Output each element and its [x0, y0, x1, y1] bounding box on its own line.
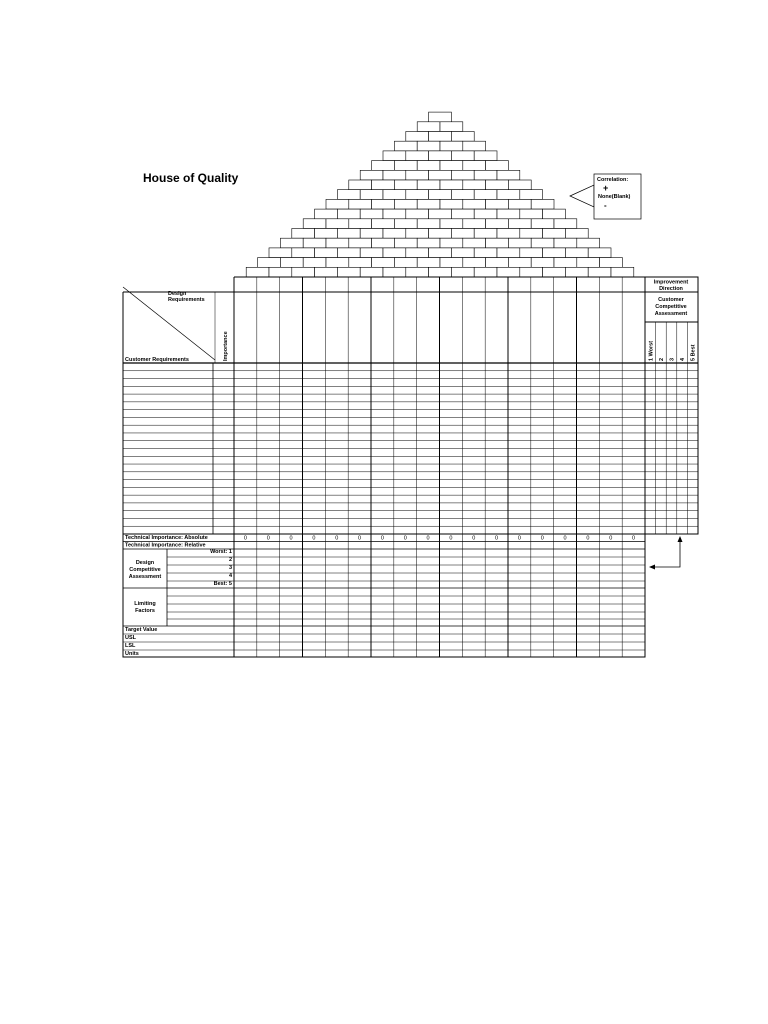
roof-cell [463, 161, 486, 171]
roof-cell [474, 151, 497, 161]
importance-label: Importance [223, 331, 229, 361]
roof-cell [360, 229, 383, 239]
roof-cell [565, 267, 588, 277]
roof-cell [440, 258, 463, 268]
roof-cell [440, 180, 463, 190]
absolute-value: 0 [517, 535, 521, 542]
assessment-scale-label: 5 Best [690, 344, 697, 361]
dca-scale-3: 3 [228, 565, 232, 571]
absolute-value: 0 [540, 535, 544, 542]
design-requirements-label-line1: Design [168, 291, 187, 297]
roof-cell [520, 248, 543, 258]
usl-label: USL [125, 635, 136, 641]
roof-cell [543, 248, 566, 258]
roof-cell [417, 199, 440, 209]
roof-cell [451, 132, 474, 142]
roof-cell [451, 151, 474, 161]
roof-cell [554, 219, 577, 229]
roof-cell [303, 219, 326, 229]
roof-cell [303, 258, 326, 268]
roof-cell [531, 258, 554, 268]
roof-cell [520, 209, 543, 219]
absolute-value: 0 [358, 535, 362, 542]
roof-cell [474, 267, 497, 277]
roof-cell [383, 190, 406, 200]
roof-cell [417, 141, 440, 151]
roof-cell [326, 238, 349, 248]
roof-cell [246, 267, 269, 277]
roof-cell [360, 170, 383, 180]
target-value-label: Target Value [125, 627, 158, 633]
dca-scale-2: 2 [228, 557, 232, 563]
roof-cell [258, 258, 281, 268]
roof-cell [360, 190, 383, 200]
roof-cell [520, 190, 543, 200]
assessment-scale-label: 2 [658, 357, 665, 361]
roof-cell [383, 267, 406, 277]
roof-cell [326, 199, 349, 209]
roof-cell [463, 180, 486, 190]
roof-cell [451, 209, 474, 219]
roof-cell [531, 238, 554, 248]
absolute-value: 0 [632, 535, 636, 542]
roof-cell [337, 209, 360, 219]
roof-cell [394, 238, 417, 248]
roof-cell [394, 258, 417, 268]
dca-scale-1: Worst: 1 [210, 549, 232, 555]
technical-importance-relative-label: Technical Importance: Relative [125, 542, 206, 549]
roof-cell [315, 248, 338, 258]
roof-cell [429, 248, 452, 258]
roof-cell [429, 132, 452, 142]
assessment-scale-label: 1 Worst [648, 340, 655, 361]
roof-cell [372, 199, 395, 209]
roof-cell [280, 238, 303, 248]
roof-cell [383, 151, 406, 161]
roof-cell [417, 238, 440, 248]
limiting-factors-line2: Factors [135, 608, 155, 614]
page-title: House of Quality [143, 171, 239, 185]
roof-cell [588, 267, 611, 277]
roof-cell [486, 161, 509, 171]
roof-cell [486, 258, 509, 268]
roof-cell [406, 132, 429, 142]
technical-importance-absolute-label: Technical Importance: Absolute [125, 535, 208, 541]
roof-cell [269, 248, 292, 258]
roof-cell [394, 199, 417, 209]
roof-cell [577, 238, 600, 248]
roof-cell [292, 229, 315, 239]
roof-cell [497, 190, 520, 200]
roof-cell [497, 209, 520, 219]
customer-requirements-rows [123, 371, 698, 526]
roof-cell [508, 238, 531, 248]
roof-cell [520, 229, 543, 239]
absolute-value: 0 [586, 535, 590, 542]
legend-none: None(Blank) [598, 194, 631, 200]
roof-cell [543, 267, 566, 277]
roof-cell [349, 219, 372, 229]
roof-cell [554, 238, 577, 248]
absolute-value: 0 [426, 535, 430, 542]
roof-cell [508, 199, 531, 209]
roof-cell [349, 180, 372, 190]
absolute-value: 0 [335, 535, 339, 542]
roof-cell [326, 219, 349, 229]
absolute-value: 0 [495, 535, 499, 542]
dca-label-line1: Design [135, 560, 155, 566]
roof-cell [394, 161, 417, 171]
roof-cell [486, 180, 509, 190]
roof-cell [315, 267, 338, 277]
roof-cell [429, 170, 452, 180]
roof-cell [531, 219, 554, 229]
roof-cell [360, 248, 383, 258]
roof-cell [451, 190, 474, 200]
legend-positive: + [603, 183, 609, 193]
roof-cell [497, 267, 520, 277]
roof-cell [303, 238, 326, 248]
roof-cell [440, 141, 463, 151]
roof-cell [337, 190, 360, 200]
roof-cell [372, 258, 395, 268]
roof-cell [463, 199, 486, 209]
roof-cell [451, 229, 474, 239]
roof-cell [440, 219, 463, 229]
roof-cell [280, 258, 303, 268]
roof-cell [292, 267, 315, 277]
roof-cell [429, 151, 452, 161]
absolute-value: 0 [609, 535, 613, 542]
roof-cell [417, 161, 440, 171]
improvement-direction-line2: Direction [659, 286, 683, 292]
legend-heading: Correlation: [597, 177, 629, 183]
customer-assessment-line1: Customer [658, 297, 684, 303]
absolute-value: 0 [312, 535, 316, 542]
roof-cell [508, 219, 531, 229]
roof-cell [474, 209, 497, 219]
roof-cell [383, 209, 406, 219]
roof-cell [474, 229, 497, 239]
absolute-value: 0 [266, 535, 270, 542]
roof-cell [429, 112, 452, 122]
roof-cell [600, 258, 623, 268]
limiting-factors-line1: Limiting [134, 601, 156, 607]
roof-cell [349, 238, 372, 248]
roof-cell [406, 267, 429, 277]
roof-cell [531, 199, 554, 209]
roof-cell [383, 170, 406, 180]
roof-cell [315, 209, 338, 219]
roof-cell [417, 219, 440, 229]
roof-cell [394, 219, 417, 229]
roof-cell [349, 258, 372, 268]
roof-cell [406, 248, 429, 258]
roof-cell [372, 219, 395, 229]
roof-cell [440, 199, 463, 209]
roof-cell [611, 267, 634, 277]
roof-cell [554, 258, 577, 268]
roof-cell [463, 238, 486, 248]
improvement-direction-line1: Improvement [653, 279, 689, 286]
lsl-label: LSL [125, 643, 136, 649]
dca-scale-5: Best: 5 [213, 581, 232, 587]
dca-label-line2: Competitive [129, 567, 161, 573]
roof-cell [486, 238, 509, 248]
dca-scale-4: 4 [228, 573, 232, 579]
roof-cell [588, 248, 611, 258]
roof-cell [497, 248, 520, 258]
roof-cell [463, 141, 486, 151]
roof-cell [372, 161, 395, 171]
roof-cell [429, 209, 452, 219]
roof-cell [417, 122, 440, 132]
roof-cell [474, 190, 497, 200]
roof-cell [360, 209, 383, 219]
absolute-value: 0 [380, 535, 384, 542]
roof-cell [508, 180, 531, 190]
customer-assessment-line3: Assessment [654, 311, 688, 317]
roof-cell [349, 199, 372, 209]
roof-cell [429, 267, 452, 277]
roof-cell [451, 248, 474, 258]
roof-cell [520, 267, 543, 277]
roof-cell [269, 267, 292, 277]
roof-cell [474, 248, 497, 258]
absolute-value: 0 [243, 535, 247, 542]
roof-cell [440, 238, 463, 248]
roof-cell [543, 229, 566, 239]
roof-cell [429, 229, 452, 239]
roof-cell [372, 238, 395, 248]
roof-cell [565, 229, 588, 239]
absolute-value: 0 [563, 535, 567, 542]
roof-cell [315, 229, 338, 239]
roof-cell [497, 229, 520, 239]
roof-cell [474, 170, 497, 180]
dca-label-line3: Assessment [128, 574, 162, 580]
absolute-value: 0 [449, 535, 453, 542]
roof-cell [508, 258, 531, 268]
roof-cell [406, 151, 429, 161]
roof-cell [543, 209, 566, 219]
roof-cell [406, 229, 429, 239]
roof-cell [394, 180, 417, 190]
roof-cell [394, 141, 417, 151]
assessment-scale-label: 4 [680, 357, 687, 361]
roof-cell [417, 180, 440, 190]
design-requirements-label-line2: Requirements [168, 297, 205, 303]
roof-cell [486, 219, 509, 229]
roof-cell [486, 199, 509, 209]
absolute-value: 0 [403, 535, 407, 542]
roof-cell [372, 180, 395, 190]
roof-cell [337, 267, 360, 277]
roof-cell [406, 209, 429, 219]
units-label: Units [125, 651, 139, 657]
roof-cell [463, 258, 486, 268]
roof-cell [451, 267, 474, 277]
roof-cell [292, 248, 315, 258]
roof-cell [565, 248, 588, 258]
roof-cell [463, 219, 486, 229]
customer-requirements-label: Customer Requirements [125, 357, 189, 363]
absolute-value: 0 [289, 535, 293, 542]
roof-cell [337, 229, 360, 239]
absolute-value: 0 [472, 535, 476, 542]
roof-cell [577, 258, 600, 268]
roof-cell [440, 122, 463, 132]
roof-cell [360, 267, 383, 277]
roof-cell [406, 190, 429, 200]
roof-cell [497, 170, 520, 180]
roof-cell [440, 161, 463, 171]
roof-cell [451, 170, 474, 180]
assessment-scale-label: 3 [669, 357, 676, 361]
legend-negative: - [604, 201, 607, 210]
roof-cell [417, 258, 440, 268]
customer-assessment-line2: Competitive [655, 304, 687, 310]
roof-cell [383, 248, 406, 258]
roof-cell [406, 170, 429, 180]
roof-cell [337, 248, 360, 258]
roof-cell [429, 190, 452, 200]
roof-cell [383, 229, 406, 239]
roof-cell [326, 258, 349, 268]
